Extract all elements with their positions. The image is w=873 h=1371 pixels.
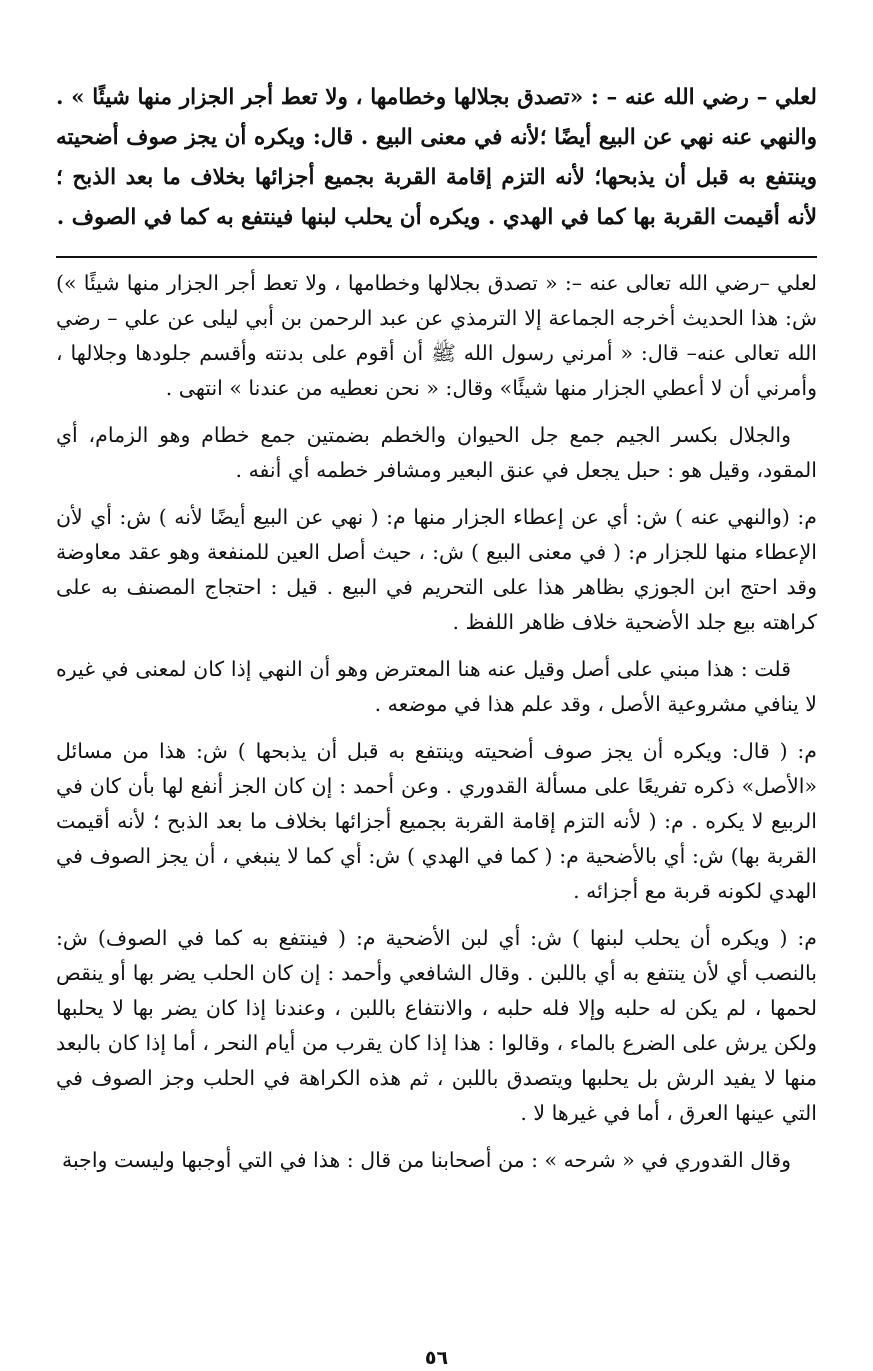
commentary-paragraph: م: ( قال: ويكره أن يجز صوف أضحيته وينتفع به قبل أن يذبحها ) ش: هذا من مسائل «الأصل» ذكره تفريعًا على مسألة القدوري . وعن أحمد : إن كان الجز أنفع لها بأن كان في الربيع لا يكره . م: ( لأنه التزم إقامة القربة بجميع أجزائها بخلاف ما بعد الذبح ؛ لأنه أقيمت القربة بها) ش: أي بالأضحية م: ( كما في الهدي ) ش: أي كما لا ينبغي ، أن يجز الصوف في الهدي لكونه قربة مع أجزائه . (56, 739, 817, 903)
commentary-paragraph: لعلي –رضي الله تعالى عنه –: « تصدق بجلالها وخطامها ، ولا تعط أجر الجزار منها شيئًا ») ش: هذا الحديث أخرجه الجماعة إلا الترمذي عن عبد الرحمن بن أبي ليلى عن علي – رضي الله تعالى عنه– قال: « أمرني رسول الله ﷺ أن أقوم على بدنته وأقسم جلودها وجلالها ، وأمرني أن لا أعطي الجزار منها شيئًا» وقال: « نحن نعطيه من عندنا » انتهى . (56, 271, 817, 400)
page-number: ٥٦ (424, 1347, 449, 1369)
commentary-paragraph: وقال القدوري في « شرحه » : من أصحابنا من قال : هذا في التي أوجبها وليست واجبة (61, 1148, 791, 1172)
book-page (56, 78, 817, 1371)
main-text: لعلي – رضي الله عنه – : «تصدق بجلالها وخطامها ، ولا تعط أجر الجزار منها شيئًا » . والنهي عنه نهي عن البيع أيضًا ؛لأنه في معنى البيع . قال: ويكره أن يجز صوف أضحيته وينتفع به قبل أن يذبحها؛ لأنه التزم إقامة القربة بجميع أجزائها بخلاف ما بعد الذبح ؛ لأنه أقيمت القربة بها كما في الهدي . ويكره أن يحلب لبنها فينتفع به كما في الصوف . (56, 85, 817, 230)
commentary-paragraph: م: ( ويكره أن يحلب لبنها ) ش: أي لبن الأضحية م: ( فينتفع به كما في الصوف) ش: بالنصب أي لأن ينتفع به أي باللبن . وقال الشافعي وأحمد : إن كان الحلب يضر بها أو ينقص لحمها ، لم يكن له حلبه وإلا فله حلبه ، والانتفاع باللبن ، وعندنا إذا كان يضر بها لا يحلبها ولكن يرش على الضرع بالماء ، وقالوا : هذا إذا كان يقرب من أيام النحر ، أما إذا كان بالبعد منها لا يفيد الرش بل يحلبها ويتصدق باللبن ، ثم هذه الكراهة في الحلب وجز الصوف في التي عينها العرق ، أما في غيرها لا . (56, 926, 817, 1125)
commentary-paragraph: قلت : هذا مبني على أصل وقيل عنه هنا المعترض وهو أن النهي إذا كان لمعنى في غيره لا ينافي مشروعية الأصل ، وقد علم هذا في موضعه . (56, 657, 817, 716)
footnote-divider (56, 256, 817, 258)
commentary-paragraph: م: (والنهي عنه ) ش: أي عن إعطاء الجزار منها م: ( نهي عن البيع أيضًا لأنه ) ش: أي لأن الإعطاء منها للجزار م: ( في معنى البيع ) ش: ، حيث أصل العين للمنفعة وهو عقد معاوضة وقد احتج ابن الجوزي بظاهر هذا على التحريم في البيع . قيل : احتجاج المصنف به على كراهته بيع جلد الأضحية خلاف ظاهر اللفظ . (56, 505, 817, 634)
commentary-paragraph: والجلال بكسر الجيم جمع جل الحيوان والخطم بضمتين جمع خطام وهو الزمام، أي المقود، وقيل هو : حبل يجعل في عنق البعير ومشافر خطمه أي أنفه . (56, 423, 817, 482)
commentary (56, 266, 817, 1178)
